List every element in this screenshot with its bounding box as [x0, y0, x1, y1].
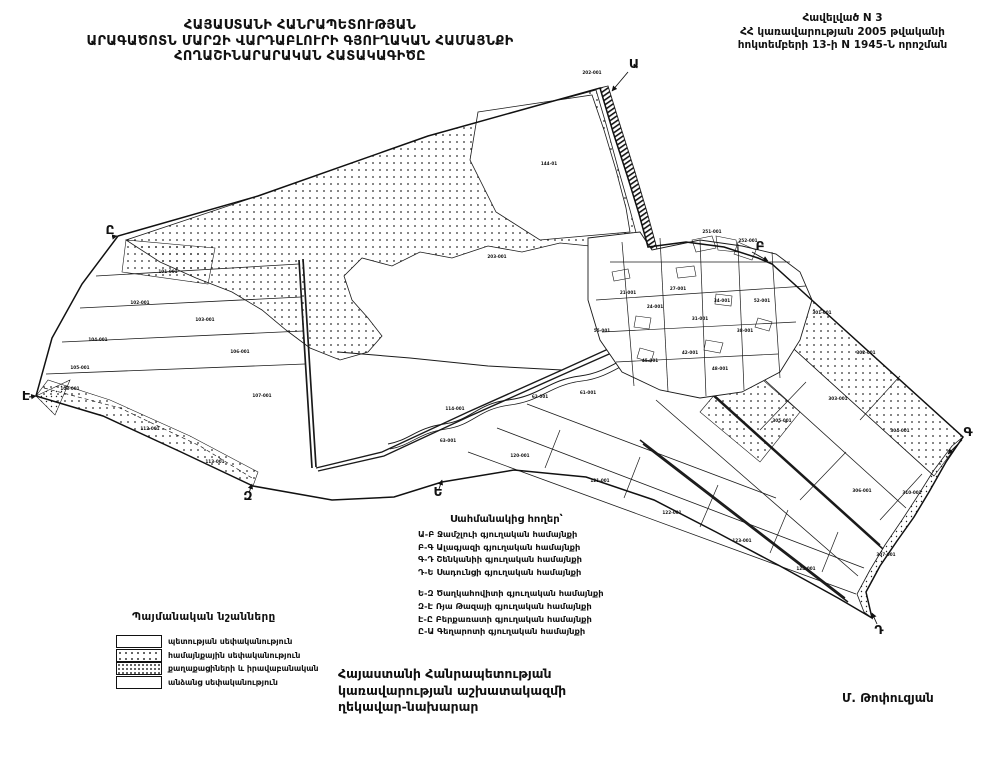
parcel-label: 122-001	[662, 510, 682, 515]
parcel-label: 55-001	[593, 328, 611, 333]
parcel-label: 301-001	[812, 310, 832, 315]
parcel-label: 144-01	[540, 161, 558, 166]
parcel-label: 306-001	[852, 488, 872, 493]
conventional-signs-legend	[116, 611, 346, 689]
adjacent-land-item: Բ-Գ Ալագյազի գյուղական համայնքի	[418, 541, 581, 552]
adjacent-lands-title: Սահմանակից հողեր՝	[450, 514, 563, 525]
issuer-line-1: Հայաստանի Հանրապետության	[338, 666, 552, 681]
title-line-1: ՀԱՅԱՍՏԱՆԻ ՀԱՆՐԱՊԵՏՈՒԹՅԱՆ	[183, 18, 417, 33]
parcel-label: 121-001	[590, 478, 610, 483]
parcel-label: 303-001	[828, 396, 848, 401]
adjacent-land-item: Ը-Ա Գեղարոտի գյուղական համայնքի	[418, 626, 586, 637]
adjacent-land-item: Դ-Ե Սադունցի գյուղական համայնքի	[418, 566, 582, 577]
parcel-label: 38-001	[736, 328, 754, 333]
boundary-letter-Ա: Ա	[628, 56, 640, 71]
parcel-label: 101-001	[158, 269, 178, 274]
sign-label: քաղաքացիների և իրավաբանական	[168, 664, 319, 674]
parcel-label: 113-001	[205, 459, 225, 464]
boundary-letter-Զ: Զ	[243, 488, 253, 503]
parcel-label: 104-001	[88, 337, 108, 342]
boundary-letter-Բ: Բ	[755, 238, 765, 253]
boundary-letter-Ե: Ե	[433, 484, 443, 499]
parcel-label: 304-001	[890, 428, 910, 433]
issuer-line-2: կառավարության աշխատակազմի	[338, 682, 567, 698]
parcel-label: 251-001	[702, 229, 722, 234]
parcel-label: 302-001	[856, 350, 876, 355]
parcel-label: 203-001	[487, 254, 507, 259]
conventional-sign-row	[116, 676, 346, 690]
parcel-label: 31-001	[691, 316, 709, 321]
parcel-label: 310-001	[902, 490, 922, 495]
parcel-label: 45-001	[641, 358, 659, 363]
swatch-empty	[116, 676, 162, 689]
annex-line-2: ՀՀ կառավարության 2005 թվականի	[740, 25, 945, 38]
village-cluster	[588, 232, 812, 398]
sign-label: պետության սեփականություն	[168, 637, 293, 647]
parcel-label: 48-001	[711, 366, 729, 371]
parcel-label: 103-001	[195, 317, 215, 322]
adjacent-land-item: Գ-Դ Շենկանիի գյուղական համայնքի	[418, 554, 582, 565]
parcel-label: 123-001	[732, 538, 752, 543]
swatch-fine	[116, 662, 162, 675]
boundary-letter-Ը: Ը	[105, 222, 115, 237]
issuer-block	[338, 666, 668, 716]
parcel-label: 61-001	[579, 390, 597, 395]
parcel-label: 24-001	[646, 304, 664, 309]
parcel-label: 34-001	[713, 298, 731, 303]
parcel-label: 305-001	[772, 418, 792, 423]
signature: Մ. Թոփուզյան	[842, 691, 934, 705]
parcel-label: 62-001	[531, 394, 549, 399]
legend-group-gap	[418, 578, 688, 587]
issuer-line-3: ղեկավար-նախարար	[338, 699, 479, 714]
parcel-label: 63-001	[439, 438, 457, 443]
adjacent-land-item: Զ-Է Ռյա Թազայի գյուղական համայնքի	[418, 600, 592, 611]
parcel-label: 120-001	[510, 453, 530, 458]
parcel-label: 114-001	[445, 406, 465, 411]
parcel-label: 21-001	[619, 290, 637, 295]
conventional-sign-row	[116, 649, 346, 663]
map-title	[55, 18, 545, 65]
parcel-label: 307-001	[876, 552, 896, 557]
conventional-sign-row	[116, 662, 346, 676]
parcel-label: 106-001	[230, 349, 250, 354]
swatch-dots	[116, 649, 162, 662]
parcel-label: 27-001	[669, 286, 687, 291]
adjacent-land-item: Ա-Բ Ջամշլուի գյուղական համայնքի	[418, 529, 578, 539]
swatch-empty	[116, 635, 162, 648]
sign-label: անձանց սեփականություն	[168, 678, 278, 688]
boundary-letter-Դ: Դ	[874, 622, 884, 637]
adjacent-land-item: Է-Ը Բերքառատի գյուղական համայնքի	[418, 613, 592, 624]
adjacent-lands-group-1	[418, 528, 688, 578]
parcel-label: 124-001	[796, 566, 816, 571]
parcel-label: 202-001	[582, 70, 602, 75]
conventional-sign-row	[116, 635, 346, 649]
parcel-label: 112-001	[140, 426, 160, 431]
adjacent-land-item: Ե-Զ Ծաղկահովիտի գյուղական համայնքի	[418, 588, 604, 599]
annex-line-1: Հավելված N 3	[802, 12, 883, 24]
sign-label: համայնքային սեփականություն	[168, 650, 301, 660]
parcel-label: 102-001	[130, 300, 150, 305]
title-line-2: ԱՐԱԳԱԾՈՏՆ ՄԱՐԶԻ ՎԱՐԴԱԲԼՈՒՐԻ ԳՅՈՒՂԱԿԱՆ ՀԱՄԱՅՆՔԻ	[86, 33, 514, 49]
west-branch-road	[338, 352, 562, 370]
title-line-3: ՀՈՂԱՇԻՆԱՐԱՐԱԿԱՆ ՀԱՏԱԿԱԳԻԾԸ	[174, 49, 426, 64]
parcel-label: 108-001	[60, 386, 80, 391]
river-strip	[857, 437, 963, 618]
parcel-label: 42-001	[681, 350, 699, 355]
boundary-letter-Է: Է	[21, 388, 31, 403]
parcel-label: 52-001	[753, 298, 771, 303]
parcel-label: 105-001	[70, 365, 90, 370]
parcel-label: 107-001	[252, 393, 272, 398]
adjacent-lands-group-2	[418, 587, 688, 637]
conventional-signs-title: Պայմանական նշանները	[132, 611, 276, 623]
adjacent-lands-legend	[418, 514, 688, 638]
conventional-signs-rows	[116, 635, 346, 689]
annex-line-3: հոկտեմբերի 13-ի N 1945-Ն որոշման	[737, 39, 948, 51]
boundary-letter-Գ: Գ	[963, 424, 973, 439]
annex-reference	[690, 12, 995, 53]
parcel-label: 252-001	[738, 238, 758, 243]
